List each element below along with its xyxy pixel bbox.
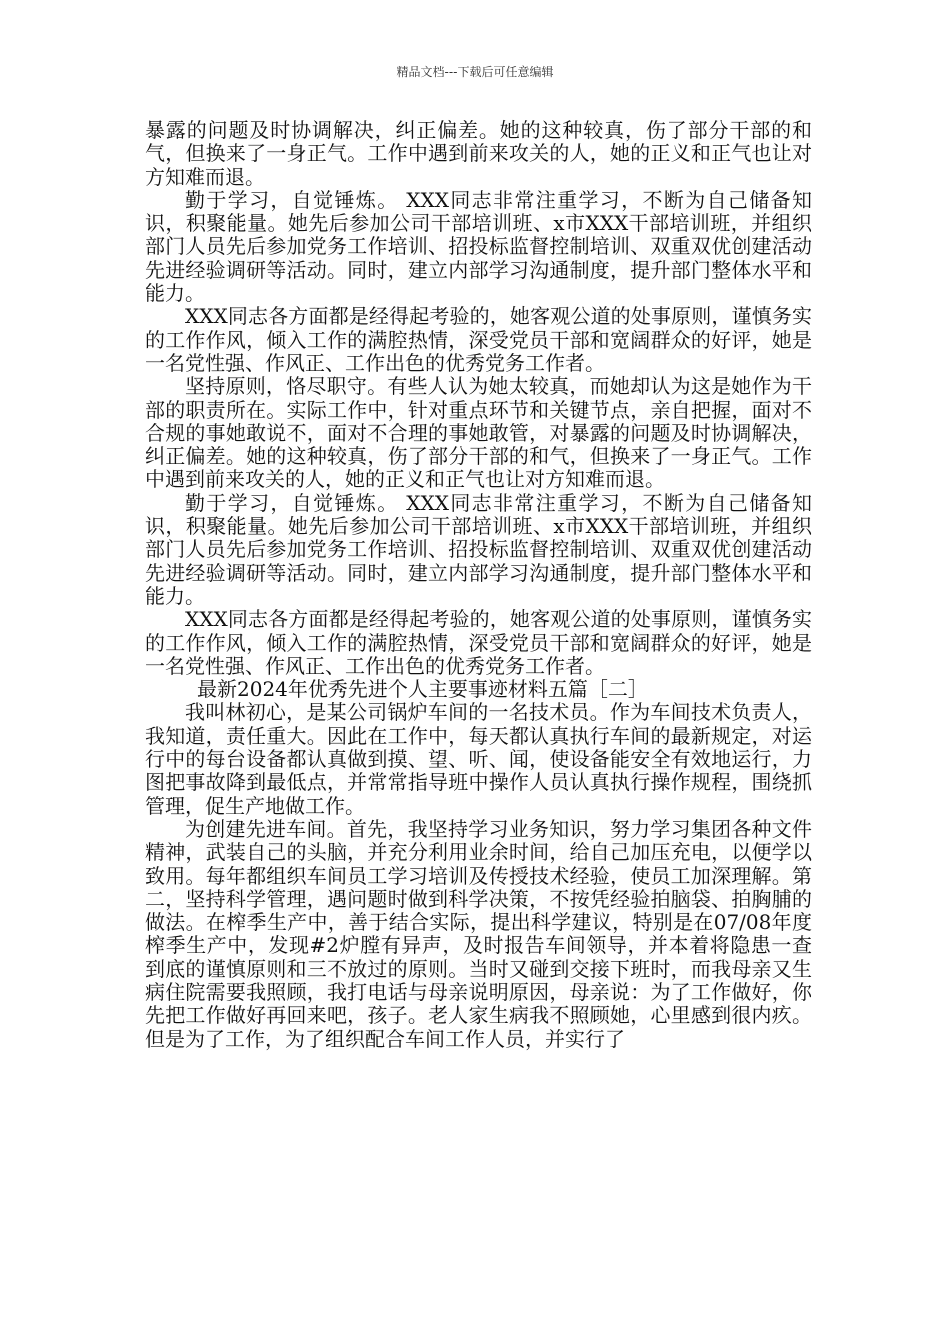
paragraph-6: XXX同志各方面都是经得起考验的，她客观公道的处事原则，谨慎务实的工作作风，倾入工作的满腔热情，深受党员干部和宽阔群众的好评，她是一名党性强、作风正、工作出色的优秀党务工作者。: [145, 607, 812, 678]
document-body: [145, 119, 812, 1051]
paragraph-5: 勤于学习，自觉锤炼。 XXX同志非常注重学习，不断为自己储备知识，积聚能量。她先后参加公司干部培训班、x市XXX干部培训班，并组织部门人员先后参加党务工作培训、招投标监督控制培训、双重双优创建活动先进经验调研等活动。同时，建立内部学习沟通制度，提升部门整体水平和能力。: [145, 490, 812, 608]
paragraph-7: 我叫林初心，是某公司锅炉车间的一名技术员。作为车间技术负责人，我知道，责任重大。因此在工作中，每天都认真执行车间的最新规定，对运行中的每台设备都认真做到摸、望、听、闻，使设备能安全有效地运行，力图把事故降到最低点，并常常指导班中操作人员认真执行操作规程，围绕抓管理，促生产地做工作。: [145, 700, 812, 818]
paragraph-8: 为创建先进车间。首先，我坚持学习业务知识，努力学习集团各种文件精神，武装自己的头脑，并充分利用业余时间，给自己加压充电，以便学以致用。每年都组织车间员工学习培训及传授技术经验，使员工加深理解。第二，坚持科学管理，遇问题时做到科学决策，不按凭经验拍脑袋、拍胸脯的做法。在榨季生产中，善于结合实际，提出科学建议，特别是在07/08年度榨季生产中，发现#2炉膛有异声，及时报告车间领导，并本着将隐患一查到底的谨慎原则和三不放过的原则。当时又碰到交接下班时，而我母亲又生病住院需要我照顾，我打电话与母亲说明原因，母亲说：为了工作做好，你先把工作做好再回来吧，孩子。老人家生病我不照顾她，心里感到很内疚。但是为了工作，为了组织配合车间工作人员，并实行了: [145, 816, 812, 1051]
paragraph-4: 坚持原则，恪尽职守。有些人认为她太较真，而她却认为这是她作为干部的职责所在。实际工作中，针对重点环节和关键节点，亲自把握，面对不合规的事她敢说不，面对不合理的事她敢管，对暴露的问题及时协调解决，纠正偏差。她的这种较真，伤了部分干部的和气，但换来了一身正气。工作中遇到前来攻关的人，她的正义和正气也让对方知难而退。: [145, 374, 812, 492]
paragraph-2: 勤于学习，自觉锤炼。 XXX同志非常注重学习，不断为自己储备知识，积聚能量。她先后参加公司干部培训班、x市XXX干部培训班，并组织部门人员先后参加党务工作培训、招投标监督控制培训、双重双优创建活动先进经验调研等活动。同时，建立内部学习沟通制度，提升部门整体水平和能力。: [145, 187, 812, 306]
paragraph-1: 暴露的问题及时协调解决，纠正偏差。她的这种较真，伤了部分干部的和气，但换来了一身正气。工作中遇到前来攻关的人，她的正义和正气也让对方知难而退。: [145, 118, 812, 189]
section-heading: 最新2024年优秀先进个人主要事迹材料五篇［二］: [197, 677, 648, 702]
paragraph-3: XXX同志各方面都是经得起考验的，她客观公道的处事原则，谨慎务实的工作作风，倾入工作的满腔热情，深受党员干部和宽阔群众的好评，她是一名党性强、作风正、工作出色的优秀党务工作者。: [145, 304, 812, 375]
page-header: 精品文档---下载后可任意编辑: [396, 65, 554, 79]
